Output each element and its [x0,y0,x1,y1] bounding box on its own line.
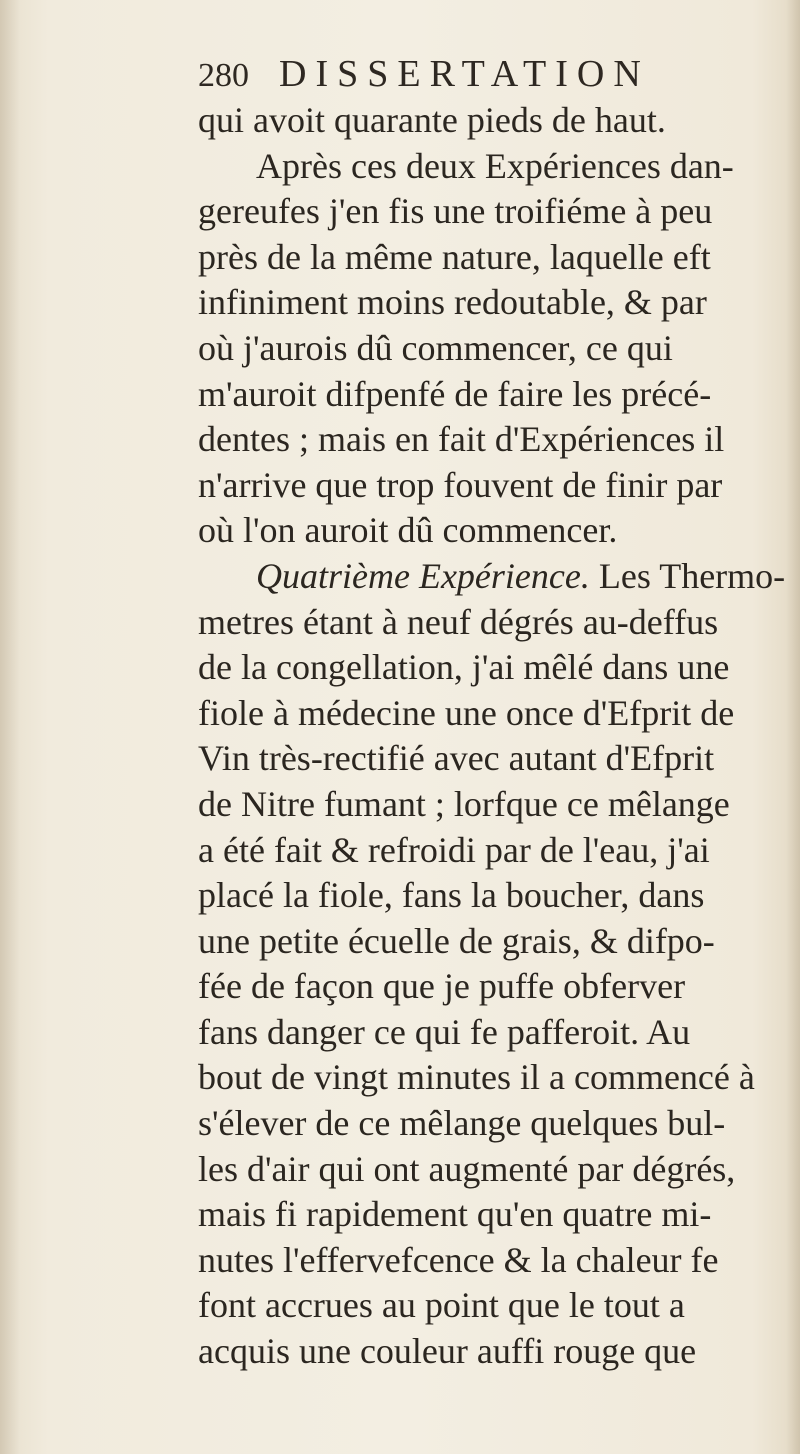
text-line: où l'on auroit dû commencer. [198,510,618,551]
text-line: metres étant à neuf dégrés au-deffus [198,601,719,642]
text-line: fiole à médecine une once d'Efprit de [198,692,735,733]
paragraph-heading-line [198,554,786,600]
running-header [198,52,758,100]
text-line: de la congellation, j'ai mêlé dans une [198,647,730,688]
page-number: 280 [198,57,249,94]
text-line: font accrues au point que le tout a [198,1285,685,1326]
text-line: fans danger ce qui fe pafferoit. Au [198,1011,691,1052]
text-line: m'auroit difpenfé de faire les précé- [198,373,712,414]
text-line: infiniment moins redoutable, & par [198,282,707,323]
text-line: bout de vingt minutes il a commencé à [198,1057,755,1098]
text-line: s'élever de ce mêlange quelques bul- [198,1103,726,1144]
text-line: de Nitre fumant ; lorfque ce mêlange [198,783,730,824]
page-left-shadow [0,0,20,1454]
text-line: Après ces deux Expériences dan- [256,145,734,186]
text-line: dentes ; mais en fait d'Expériences il [198,419,725,460]
text-line: gereufes j'en fis une troifiéme à peu [198,191,713,232]
text-line: où j'aurois dû commencer, ce qui [198,327,673,368]
text-line: placé la fiole, fans la boucher, dans [198,875,705,916]
text-line: a été fait & refroidi par de l'eau, j'ai [198,829,710,870]
text-line: près de la même nature, laquelle eft [198,236,711,277]
text-line: Vin très-rectifié avec autant d'Efprit [198,738,715,779]
text-fragment: Thermo- [659,555,786,596]
heading-continuation: Les [589,555,660,596]
text-line: fée de façon que je puffe obferver [198,966,686,1007]
text-line: les d'air qui ont augmenté par dégrés, [198,1148,736,1189]
text-line: nutes l'effervefcence & la chaleur fe [198,1239,719,1280]
text-line: qui avoit quarante pieds de haut. [198,100,666,140]
text-line: mais fi rapidement qu'en quatre mi- [198,1194,712,1235]
text-line: n'arrive que trop fouvent de finir par [198,464,723,505]
text-line: acquis une couleur auffi rouge que [198,1331,697,1372]
running-title: DISSERTATION [279,53,650,95]
text-line: une petite écuelle de grais, & difpo- [198,920,715,961]
body-text [198,98,786,1375]
page-right-shadow [786,0,800,1454]
italic-heading: Quatrième Expérience. [256,555,590,596]
